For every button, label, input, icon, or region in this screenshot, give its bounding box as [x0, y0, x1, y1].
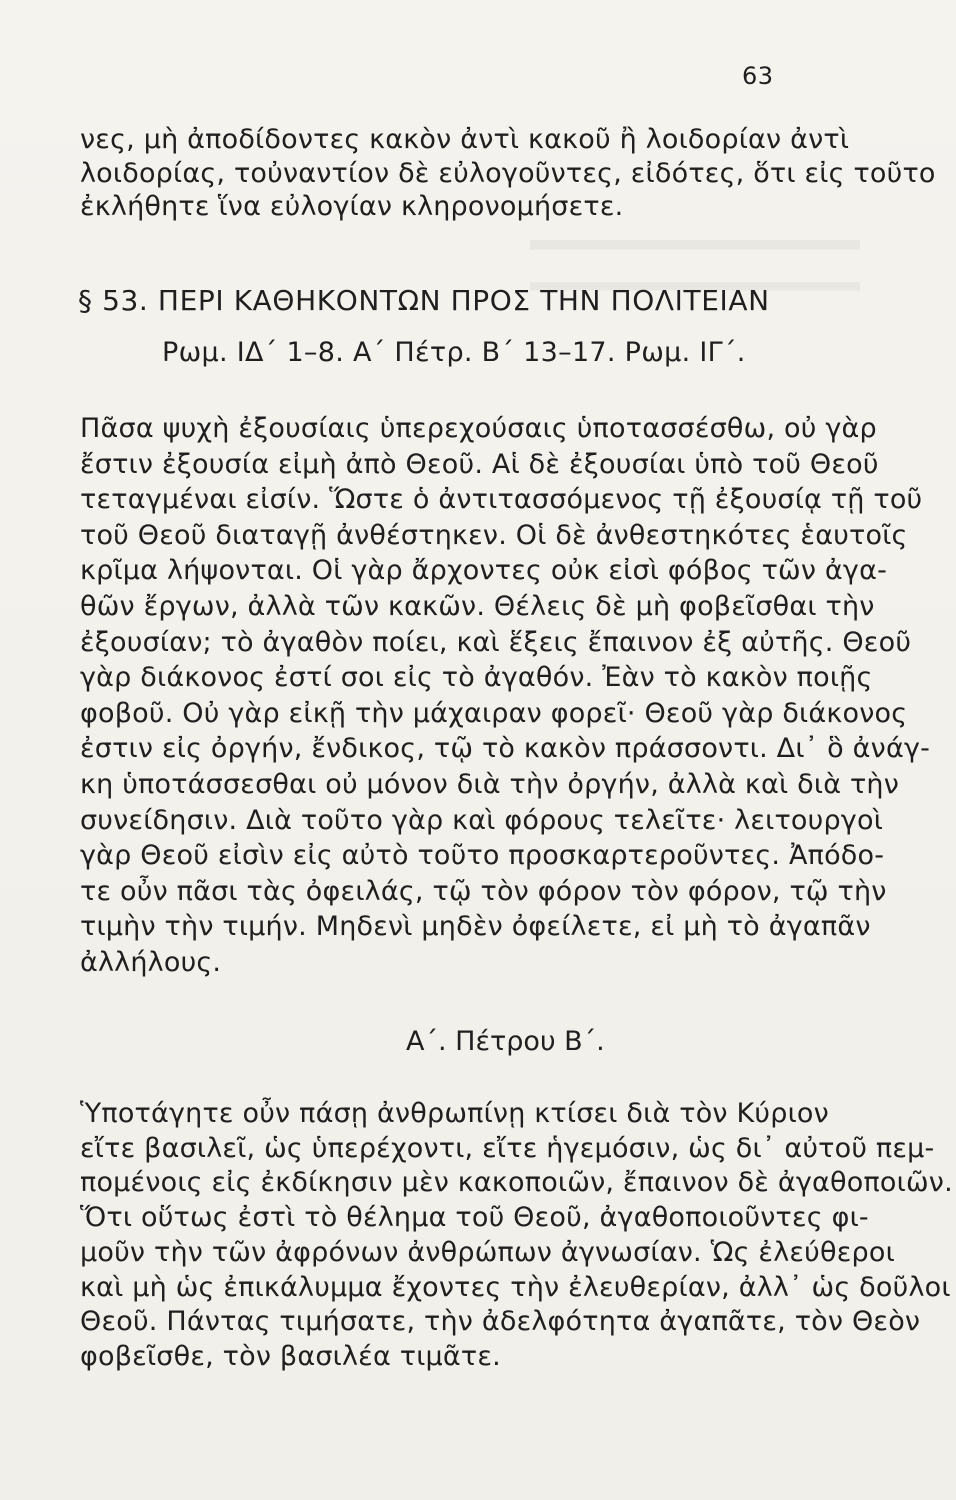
intro-paragraph	[80, 123, 936, 224]
romans-line: ἔστιν ἐξουσία εἰμὴ ἀπὸ Θεοῦ. Αἱ δὲ ἐξουσίαι ὑπὸ τοῦ Θεοῦ	[80, 448, 879, 480]
romans-line: τοῦ Θεοῦ διαταγῇ ἀνθέστηκεν. Οἱ δὲ ἀνθεστηκότες ἑαυτοῖς	[80, 519, 908, 551]
romans-passage	[80, 411, 931, 981]
romans-line: φοβοῦ. Οὐ γὰρ εἰκῇ τὴν μάχαιραν φορεῖ· Θεοῦ γὰρ διάκονος	[80, 697, 908, 729]
intro-line: λοιδορίας, τοὐναντίον δὲ εὐλογοῦντες, εἰδότες, ὅτι εἰς τοῦτο	[80, 157, 936, 189]
peter-line: καὶ μὴ ὡς ἐπικάλυμμα ἔχοντες τὴν ἐλευθερίαν, ἀλλ᾿ ὡς δοῦλοι	[80, 1271, 951, 1303]
peter-line: φοβεῖσθε, τὸν βασιλέα τιμᾶτε.	[80, 1340, 501, 1372]
romans-line: ἀλλήλους.	[80, 946, 222, 978]
romans-line: συνείδησιν. Διὰ τοῦτο γὰρ καὶ φόρους τελεῖτε· λειτουργοὶ	[80, 804, 884, 836]
peter-line: Θεοῦ. Πάντας τιμήσατε, τὴν ἀδελφότητα ἀγαπᾶτε, τὸν Θεὸν	[80, 1306, 921, 1338]
romans-line: θῶν ἔργων, ἀλλὰ τῶν κακῶν. Θέλεις δὲ μὴ φοβεῖσθαι τὴν	[80, 590, 875, 622]
peter-line: Ὑποτάγητε οὖν πάσῃ ἀνθρωπίνῃ κτίσει διὰ τὸν Κύριον	[80, 1098, 829, 1129]
peter-line: πομένοις εἰς ἐκδίκησιν μὲν κακοποιῶν, ἔπαινον δὲ ἀγαθοποιῶν.	[80, 1167, 953, 1199]
peter-passage	[80, 1097, 953, 1375]
section-heading: § 53. ΠΕΡΙ ΚΑΘΗΚΟΝΤΩΝ ΠΡΟΣ ΤΗΝ ΠΟΛΙΤΕΙΑΝ	[78, 284, 770, 317]
peter-line: Ὅτι οὕτως ἐστὶ τὸ θέλημα τοῦ Θεοῦ, ἀγαθοποιοῦντες φι-	[80, 1202, 869, 1234]
romans-line: τε οὖν πᾶσι τὰς ὀφειλάς, τῷ τὸν φόρον τὸν φόρον, τῷ τὴν	[80, 875, 887, 907]
intro-line: ἐκλήθητε ἵνα εὐλογίαν κληρονομήσετε.	[80, 191, 624, 222]
section-references: Ρωμ. ΙΔ΄ 1–8. Α΄ Πέτρ. Β΄ 13–17. Ρωμ. ΙΓ΄.	[162, 337, 746, 368]
intro-line: νες, μὴ ἀποδίδοντες κακὸν ἀντὶ κακοῦ ἢ λοιδορίαν ἀντὶ	[80, 124, 850, 155]
peter-heading: Α΄. Πέτρου Β΄.	[406, 1026, 605, 1057]
page-number: 63	[742, 62, 774, 90]
romans-line: ἐξουσίαν; τὸ ἀγαθὸν ποίει, καὶ ἕξεις ἔπαινον ἐξ αὐτῆς. Θεοῦ	[80, 626, 912, 658]
romans-line: κρῖμα λήψονται. Οἱ γὰρ ἄρχοντες οὐκ εἰσὶ φόβος τῶν ἀγα-	[80, 555, 888, 587]
romans-line: γὰρ διάκονος ἐστί σοι εἰς τὸ ἀγαθόν. Ἐὰν τὸ κακὸν ποιῇς	[80, 662, 873, 694]
romans-line: γὰρ Θεοῦ εἰσὶν εἰς αὐτὸ τοῦτο προσκαρτεροῦντες. Ἀπόδο-	[80, 840, 885, 872]
romans-line: ἐστιν εἰς ὀργήν, ἔνδικος, τῷ τὸ κακὸν πράσσοντι. Δι᾿ ὃ ἀνάγ-	[80, 733, 931, 765]
romans-line: Πᾶσα ψυχὴ ἐξουσίαις ὑπερεχούσαις ὑποτασσέσθω, οὐ γὰρ	[80, 413, 877, 444]
romans-line: τεταγμέναι εἰσίν. Ὥστε ὁ ἀντιτασσόμενος τῇ ἐξουσίᾳ τῇ τοῦ	[80, 484, 923, 516]
peter-line: μοῦν τὴν τῶν ἀφρόνων ἀνθρώπων ἀγνωσίαν. Ὡς ἐλεύθεροι	[80, 1236, 895, 1268]
bleed-through-shadow	[530, 216, 860, 336]
peter-line: εἴτε βασιλεῖ, ὡς ὑπερέχοντι, εἴτε ἡγεμόσιν, ὡς δι᾿ αὐτοῦ πεμ-	[80, 1132, 935, 1164]
romans-line: τιμὴν τὴν τιμήν. Μηδενὶ μηδὲν ὀφείλετε, εἰ μὴ τὸ ἀγαπᾶν	[80, 911, 871, 943]
romans-line: κη ὑποτάσσεσθαι οὐ μόνον διὰ τὴν ὀργήν, ἀλλὰ καὶ διὰ τὴν	[80, 768, 900, 800]
